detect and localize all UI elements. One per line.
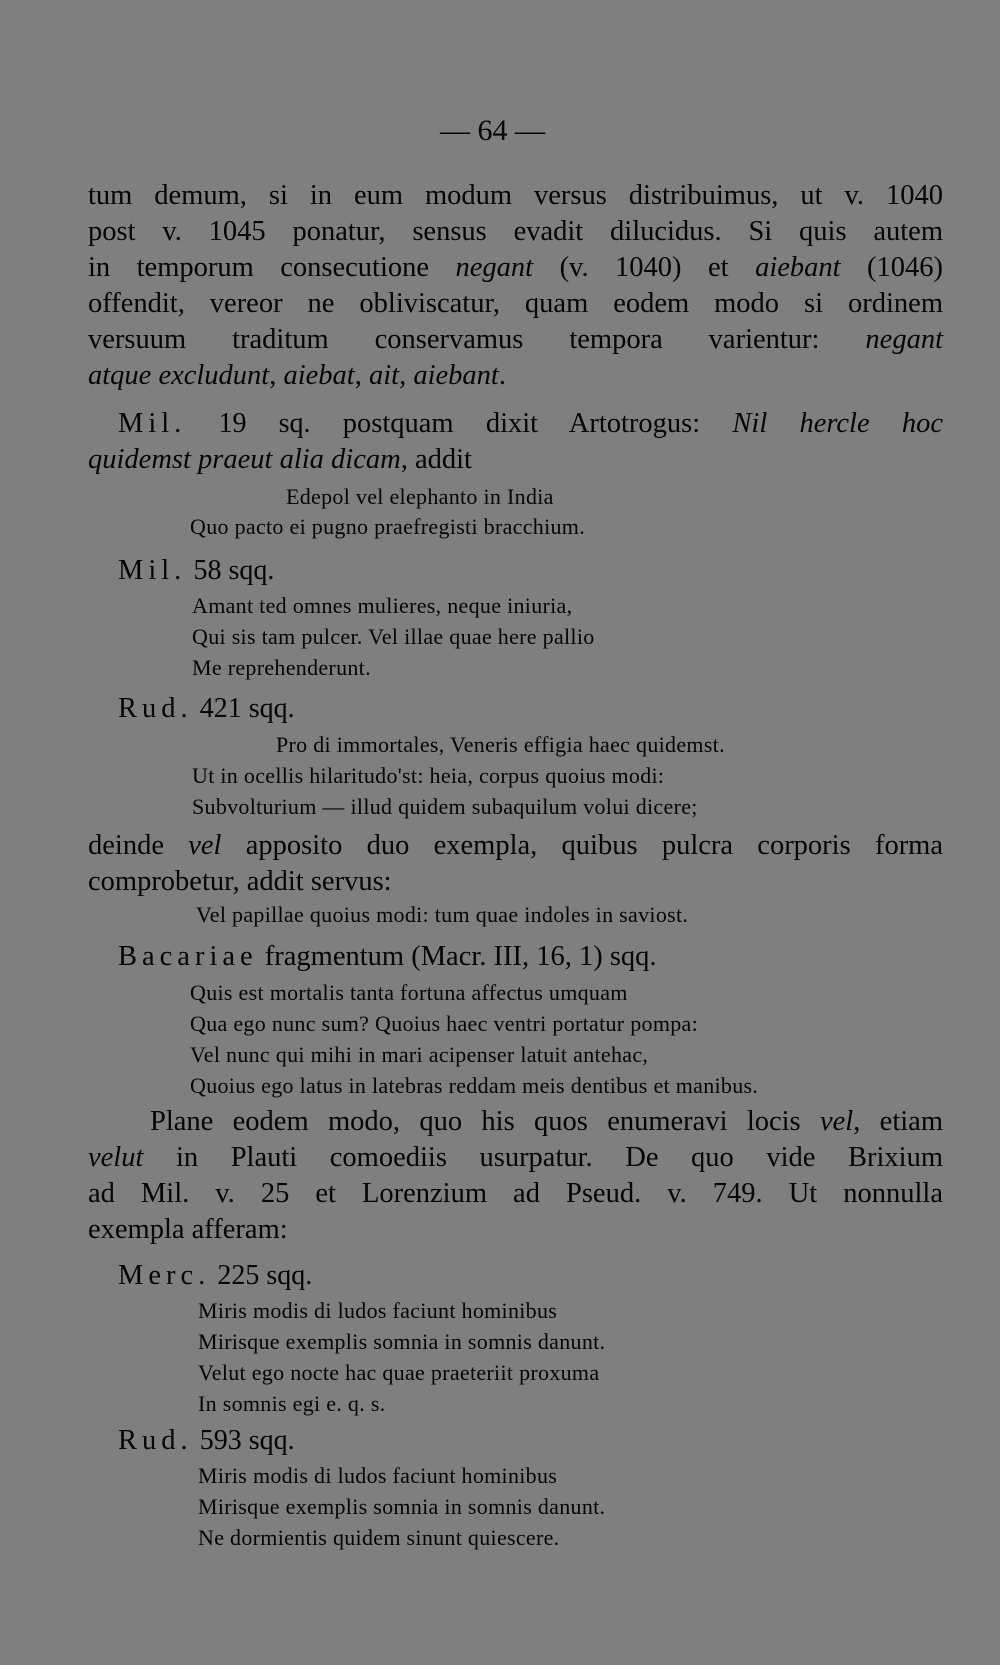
play-reference: Merc. xyxy=(118,1260,211,1291)
verse-line: Amant ted omnes mulieres, neque iniuria, xyxy=(192,593,573,618)
italic-word: vel xyxy=(820,1106,854,1137)
page-number: — 64 — xyxy=(440,114,545,147)
text-span: postquam dixit Artotrogus: xyxy=(310,408,733,439)
verse-line: Edepol vel elephanto in India xyxy=(286,484,554,509)
citation-line xyxy=(118,941,657,973)
verse-reference: 225 sqq. xyxy=(217,1260,313,1291)
text-span: , xyxy=(269,360,284,391)
text-span: in temporum consecutione xyxy=(88,252,456,283)
verse-line: Subvolturium — illud quidem subaquilum volui dicere; xyxy=(192,794,698,819)
paragraph-line: tum demum, si in eum modum versus distribuimus, ut v. 1040 xyxy=(88,180,943,211)
verse-line: Vel papillae quoius modi: tum quae indoles in saviost. xyxy=(196,902,689,927)
italic-word: aiebant xyxy=(413,360,499,391)
italic-quote: quidemst praeut alia dicam xyxy=(88,444,401,475)
paragraph-line xyxy=(88,360,506,392)
citation-line xyxy=(118,408,943,440)
text-span: Plane eodem modo, quo his quos enumeravi locis xyxy=(150,1106,820,1137)
text-span: , xyxy=(399,360,414,391)
citation-line xyxy=(118,555,274,587)
text-span: (1046) xyxy=(840,252,944,283)
paragraph-line xyxy=(150,1106,943,1138)
paragraph-line xyxy=(88,1142,943,1174)
paragraph-line xyxy=(88,252,943,284)
text-span: versuum traditum conservamus tempora varientur: xyxy=(88,324,866,355)
italic-word: negant xyxy=(865,324,943,355)
paragraph-line xyxy=(88,830,943,862)
text-span: , etiam xyxy=(853,1106,943,1137)
text-span: in Plauti comoediis usurpatur. De quo vide Brixium xyxy=(143,1142,943,1173)
play-reference: Mil. xyxy=(118,555,187,586)
italic-word: aiebant xyxy=(755,252,841,283)
verse-line: Quis est mortalis tanta fortuna affectus umquam xyxy=(190,980,628,1005)
verse-line: Ne dormientis quidem sinunt quiescere. xyxy=(198,1525,560,1550)
citation-line xyxy=(118,1260,312,1292)
italic-word: velut xyxy=(88,1142,144,1173)
verse-reference: 19 sq. xyxy=(218,408,311,439)
verse-line: Ut in ocellis hilaritudo'st: heia, corpus quoius modi: xyxy=(192,763,665,788)
verse-reference: 58 sqq. xyxy=(193,555,275,586)
text-span: , addit xyxy=(400,444,472,475)
verse-line: Mirisque exemplis somnia in somnis danunt. xyxy=(198,1329,606,1354)
italic-word: aiebat xyxy=(283,360,355,391)
verse-line: Vel nunc qui mihi in mari acipenser latuit antehac, xyxy=(190,1042,649,1067)
italic-quote: Nil hercle hoc xyxy=(732,408,943,439)
verse-line: In somnis egi e. q. s. xyxy=(198,1391,386,1416)
verse-reference: 421 sqq. xyxy=(199,693,295,724)
verse-line: Quo pacto ei pugno praefregisti bracchium. xyxy=(190,514,586,539)
paragraph-line: ad Mil. v. 25 et Lorenzium ad Pseud. v. 749. Ut nonnulla xyxy=(88,1178,943,1209)
citation-line xyxy=(118,693,295,725)
verse-line: Qui sis tam pulcer. Vel illae quae here pallio xyxy=(192,624,595,649)
text-span: deinde xyxy=(88,830,189,861)
italic-word: negant xyxy=(455,252,534,283)
text-span: apposito duo exempla, quibus pulcra corporis forma xyxy=(221,830,944,861)
text-span: (v. 1040) et xyxy=(533,252,756,283)
text-span: fragmentum (Macr. III, 16, 1) sqq. xyxy=(257,941,657,972)
paragraph-line xyxy=(88,444,472,476)
paragraph-line xyxy=(88,324,943,356)
play-reference: Bacariae xyxy=(118,941,258,972)
text-span: . xyxy=(498,360,506,391)
verse-line: Qua ego nunc sum? Quoius haec ventri portatur pompa: xyxy=(190,1011,699,1036)
play-reference: Rud. xyxy=(118,693,193,724)
verse-line: Miris modis di ludos faciunt hominibus xyxy=(198,1298,558,1323)
paragraph-line: post v. 1045 ponatur, sensus evadit dilucidus. Si quis autem xyxy=(88,216,943,247)
paragraph-line: offendit, vereor ne obliviscatur, quam eodem modo si ordinem xyxy=(88,288,943,319)
verse-reference: 593 sqq. xyxy=(199,1425,295,1456)
play-reference: Mil. xyxy=(118,408,187,439)
italic-word: vel xyxy=(188,830,222,861)
verse-line: Mirisque exemplis somnia in somnis danunt. xyxy=(198,1494,606,1519)
paragraph-line: exempla afferam: xyxy=(88,1214,288,1245)
italic-word: atque excludunt xyxy=(88,360,270,391)
italic-word: ait xyxy=(368,360,400,391)
verse-line: Velut ego nocte hac quae praeteriit proxuma xyxy=(198,1360,600,1385)
verse-line: Miris modis di ludos faciunt hominibus xyxy=(198,1463,558,1488)
play-reference: Rud. xyxy=(118,1425,193,1456)
paragraph-line: comprobetur, addit servus: xyxy=(88,866,392,897)
verse-line: Pro di immortales, Veneris effigia haec quidemst. xyxy=(276,732,725,757)
text-span: , xyxy=(354,360,369,391)
verse-line: Quoius ego latus in latebras reddam meis dentibus et manibus. xyxy=(190,1073,759,1098)
verse-line: Me reprehenderunt. xyxy=(192,655,371,680)
citation-line xyxy=(118,1425,295,1457)
